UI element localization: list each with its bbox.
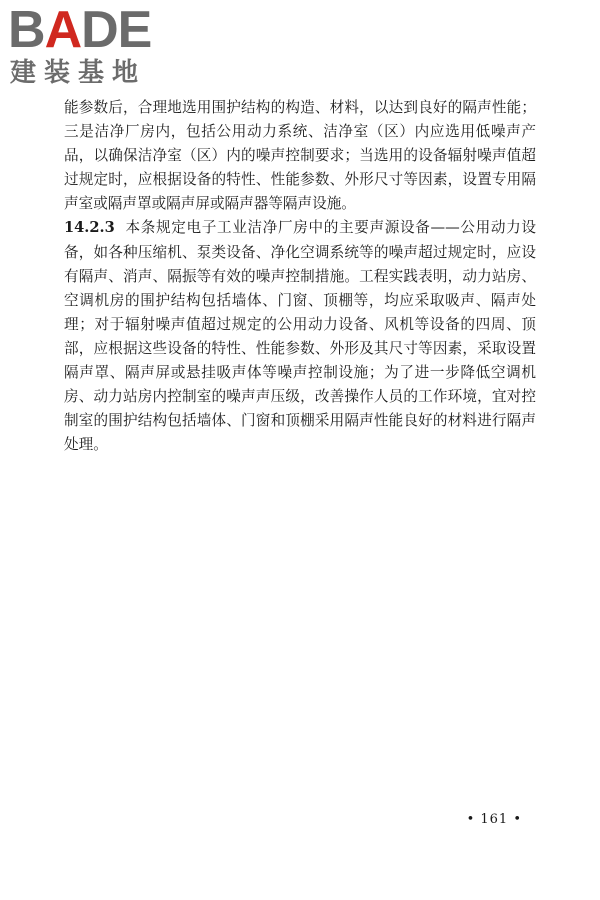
page-number: • 161 • [466,812,522,827]
logo-letters-start: B [8,1,45,59]
body-paragraph-section [64,216,536,457]
document-body [64,96,536,457]
section-text: 本条规定电子工业洁净厂房中的主要声源设备——公用动力设备，如各种压缩机、泵类设备、净化空调系统等的噪声超过规定时，应设有隔声、消声、隔振等有效的噪声控制措施。工程实践表明，动力站房、空调机房的围护结构包括墙体、门窗、顶棚等，均应采取吸声、隔声处理；对于辐射噪声值超过规定的公用动力设备、风机等设备的四周、顶部，应根据这些设备的特性、性能参数、外形及其尺寸等因素，采取设置隔声罩、隔声屏或悬挂吸声体等噪声控制设施；为了进一步降低空调机房、动力站房内控制室的噪声声压级，改善操作人员的工作环境，宜对控制室的围护结构包括墙体、门窗和顶棚采用隔声性能良好的材料进行隔声处理。 [64,219,536,454]
logo-subtitle: 建装基地 [10,58,147,88]
logo-wordmark [8,1,152,59]
body-paragraph-continued: 能参数后，合理地选用围护结构的构造、材料，以达到良好的隔声性能；三是洁净厂房内，包括公用动力系统、洁净室（区）内应选用低噪声产品，以确保洁净室（区）内的噪声控制要求；当选用的设备辐射噪声值超过规定时，应根据设备的特性、性能参数、外形尺寸等因素，设置专用隔声室或隔声罩或隔声屏或隔声器等隔声设施。 [64,99,536,213]
logo-letter-accent: A [44,1,82,59]
section-number: 14.2.3 [64,219,115,237]
logo-letters-end: DE [81,1,152,59]
brand-logo [8,1,180,90]
